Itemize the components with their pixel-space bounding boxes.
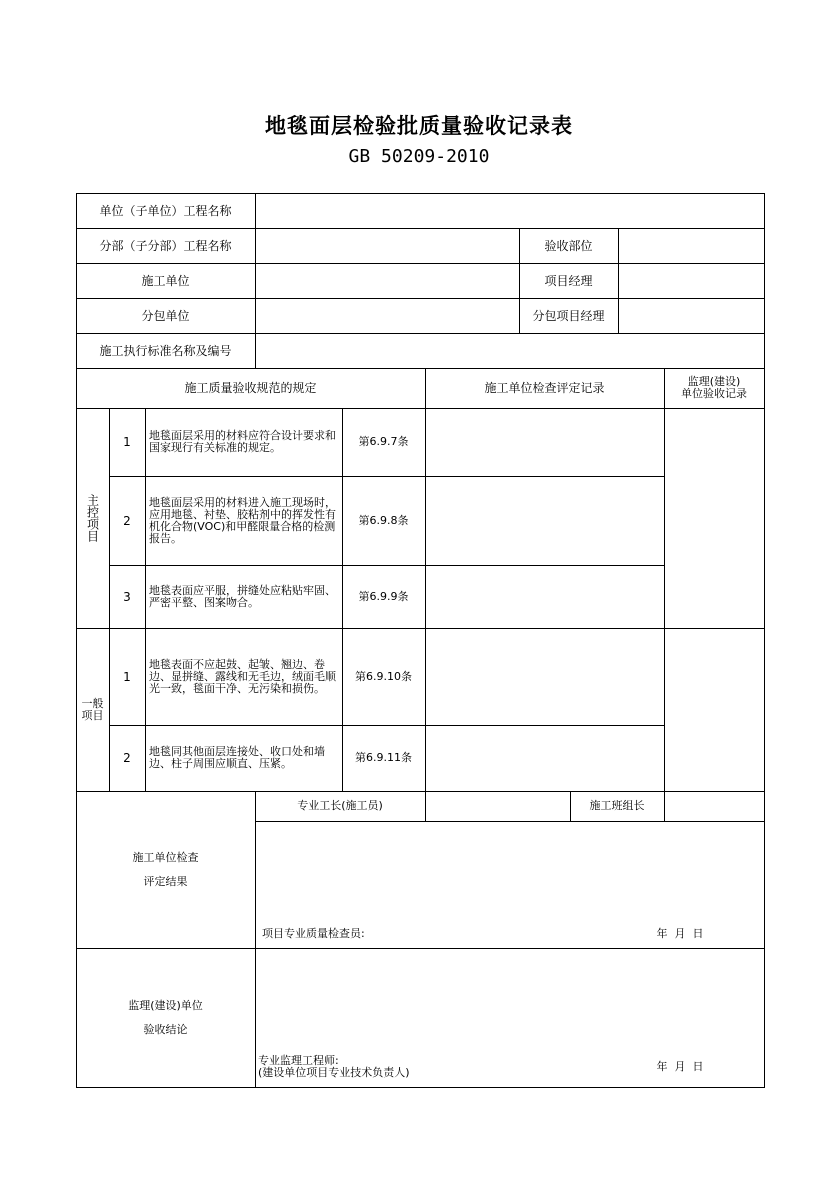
construction-check-result-field[interactable]	[256, 822, 764, 922]
item-clause: 第6.9.7条	[358, 435, 409, 448]
spec-column-header: 施工质量验收规范的规定	[184, 381, 317, 395]
supervision-line1: 监理(建设)单位	[128, 998, 203, 1012]
supervision-record-line2: 单位验收记录	[681, 387, 747, 400]
foreman-field[interactable]	[426, 792, 570, 821]
item-requirement: 地毯表面应平服，拼缝处应粘贴牢固、严密平整、图案吻合。	[149, 583, 336, 609]
project-name-field[interactable]	[256, 194, 764, 228]
check-record-field[interactable]	[426, 629, 664, 725]
item-clause: 第6.9.9条	[358, 589, 409, 603]
supervision-line2: 验收结论	[143, 1022, 188, 1036]
item-number: 1	[123, 435, 131, 449]
subcontract-unit-label: 分包单位	[141, 308, 190, 323]
supervision-record-column-header	[664, 368, 764, 408]
item-requirement: 地毯面层采用的材料应符合设计要求和国家现行有关标准的规定。	[149, 429, 336, 454]
supervisor-label-line2: (建设单位项目专业技术负责人)	[258, 1066, 410, 1079]
standard-field[interactable]	[256, 334, 764, 368]
subcontract-unit-field[interactable]	[256, 299, 519, 333]
form-title: 地毯面层检验批质量验收记录表	[265, 114, 573, 138]
item-number: 3	[123, 589, 131, 604]
construction-unit-field[interactable]	[256, 264, 519, 298]
foreman-label: 专业工长(施工员)	[297, 799, 383, 812]
standard-code: GB 50209-2010	[348, 146, 490, 167]
construction-unit-label: 施工单位	[141, 273, 190, 288]
item-requirement: 地毯面层采用的材料进入施工现场时，应用地毯、衬垫、胶粘剂中的挥发性有机化合物(VOC)和甲醛限量合格的检测报告。	[149, 495, 336, 545]
supervision-record-field[interactable]	[665, 409, 764, 628]
grid-line	[764, 193, 765, 1088]
general-items-line1: 一般	[81, 696, 104, 710]
item-number: 2	[123, 751, 131, 765]
construction-check-line1: 施工单位检查	[132, 850, 199, 864]
supervisor-label	[258, 1052, 518, 1082]
project-manager-field[interactable]	[619, 264, 764, 298]
item-number: 1	[123, 669, 131, 684]
subcontract-manager-field[interactable]	[619, 299, 764, 333]
sub-project-label: 分部（子分部）工程名称	[99, 238, 232, 253]
team-leader-label: 施工班组长	[589, 799, 645, 812]
grid-line	[76, 1087, 765, 1088]
construction-date: 年 月 日	[656, 927, 704, 940]
sub-project-field[interactable]	[256, 229, 519, 263]
item-clause: 第6.9.11条	[355, 751, 412, 764]
item-requirement: 地毯同其他面层连接处、收口处和墙边、柱子周围应顺直、压紧。	[149, 745, 325, 770]
general-items-line2: 项目	[81, 708, 104, 722]
construction-check-label	[76, 791, 255, 948]
standard-label: 施工执行标准名称及编号	[99, 343, 232, 358]
subcontract-manager-label: 分包项目经理	[532, 308, 605, 323]
acceptance-part-label: 验收部位	[544, 238, 593, 253]
check-record-field[interactable]	[426, 726, 664, 791]
supervision-date: 年 月 日	[656, 1060, 704, 1073]
item-number: 2	[123, 513, 131, 528]
project-name-label: 单位（子单位）工程名称	[99, 203, 232, 218]
item-clause: 第6.9.10条	[355, 669, 412, 683]
supervision-record-line1: 监理(建设)	[687, 375, 741, 388]
supervision-conclusion-label	[76, 948, 255, 1087]
check-record-field[interactable]	[426, 477, 664, 565]
check-record-field[interactable]	[426, 566, 664, 628]
item-clause: 第6.9.8条	[358, 513, 409, 527]
check-record-field[interactable]	[426, 409, 664, 476]
main-control-label: 主控项目	[85, 494, 100, 542]
construction-check-line2: 评定结果	[143, 874, 188, 888]
acceptance-part-field[interactable]	[619, 229, 764, 263]
check-record-column-header: 施工单位检查评定记录	[484, 381, 605, 395]
project-manager-label: 项目经理	[544, 273, 593, 288]
quality-inspector-label: 项目专业质量检查员:	[262, 927, 365, 940]
supervision-conclusion-field[interactable]	[256, 949, 764, 1049]
general-items-label	[76, 628, 109, 791]
supervision-record-field[interactable]	[665, 629, 764, 791]
team-leader-field[interactable]	[665, 792, 764, 821]
item-requirement: 地毯表面不应起鼓、起皱、翘边、卷边、显拼缝、露线和无毛边，绒面毛顺光一致，毯面干净、无污染和损伤。	[149, 657, 336, 695]
supervisor-label-line1: 专业监理工程师:	[258, 1054, 339, 1067]
